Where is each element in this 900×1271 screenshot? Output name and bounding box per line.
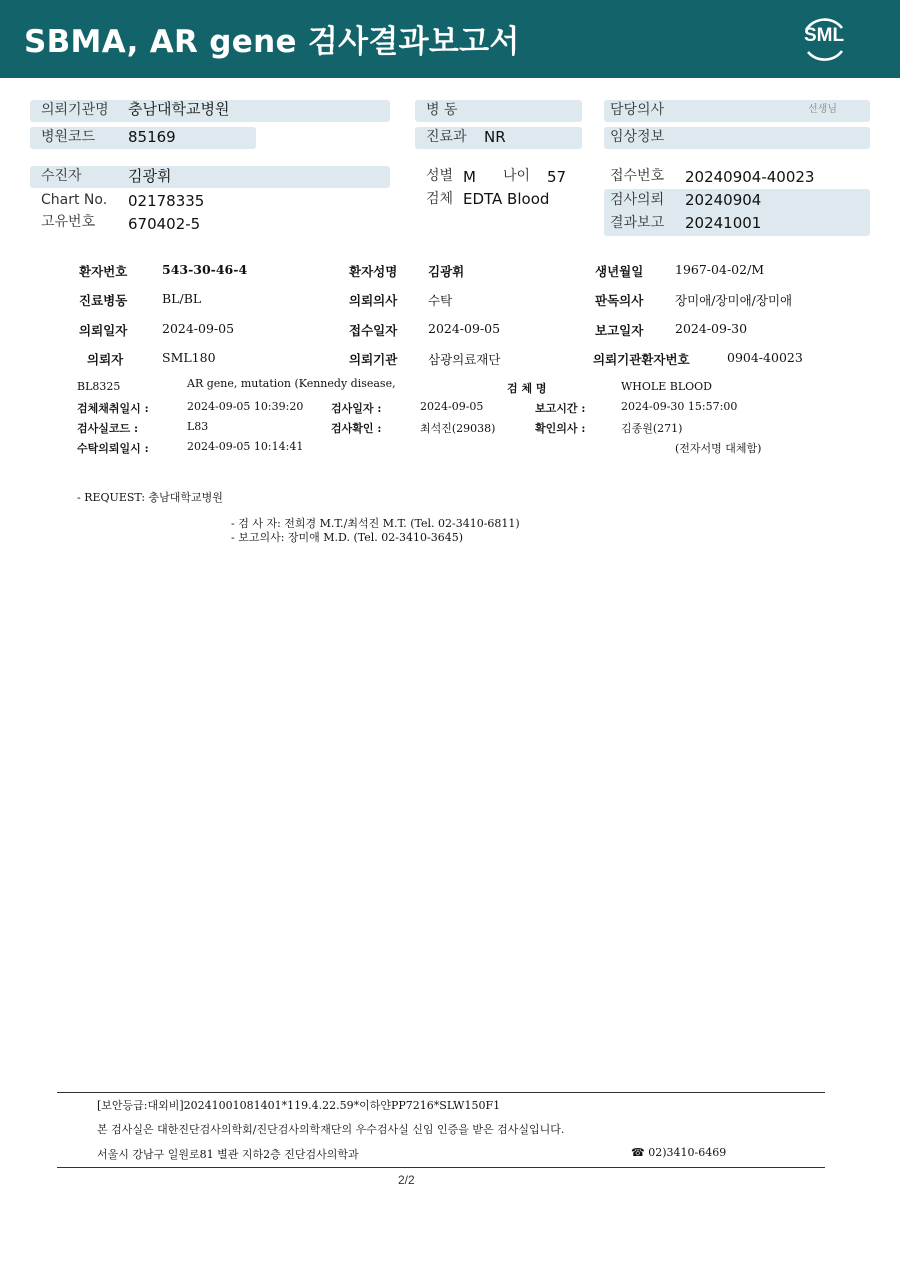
chart-no-value: 02178335 <box>128 192 205 210</box>
org-patient-no-label: 의뢰기관환자번호 <box>593 352 690 367</box>
address-line: 서울시 강남구 일원로81 별관 지하2층 진단검사의학과 <box>97 1148 359 1161</box>
hospital-code-value: 85169 <box>128 128 176 146</box>
certification-line: 본 검사실은 대한진단검사의학회/진단검사의학재단의 우수검사실 신임 인증을 받은 검사실입니다. <box>97 1123 565 1136</box>
age-value: 57 <box>547 168 567 186</box>
specimen-name-value: WHOLE BLOOD <box>621 380 712 393</box>
test-request-value: 20240904 <box>685 191 762 209</box>
collection-label: 검체채취일시 : <box>77 402 149 415</box>
confirm-label: 검사확인 : <box>331 422 382 435</box>
lab-code-label: 검사실코드 : <box>77 422 139 435</box>
birth-label: 생년월일 <box>595 264 644 279</box>
receipt-no-label: 접수번호 <box>610 168 665 184</box>
patient-label: 수진자 <box>41 168 82 184</box>
test-request-label: 검사의뢰 <box>610 192 665 208</box>
clinical-info-label: 임상정보 <box>610 129 665 145</box>
logo-text: SML <box>803 25 845 46</box>
reporter-line: - 보고의사: 장미애 M.D. (Tel. 02-3410-3645) <box>231 531 463 544</box>
req-doctor-value: 수탁 <box>428 293 453 308</box>
birth-value: 1967-04-02/M <box>675 262 765 277</box>
ward-code-label: 진료병동 <box>79 293 128 308</box>
doctor-label: 담당의사 <box>610 102 665 118</box>
footer-top-rule <box>57 1092 825 1093</box>
requester-label: 의뢰자 <box>87 352 124 367</box>
test-date-value: 2024-09-05 <box>420 400 484 413</box>
department-label: 진료과 <box>426 129 467 145</box>
patient-no-label: 환자번호 <box>79 264 128 279</box>
unique-no-value: 670402-5 <box>128 215 201 233</box>
specimen-value: EDTA Blood <box>463 190 550 208</box>
req-org-value: 삼광의료재단 <box>428 352 501 367</box>
receipt-no-value: 20240904-40023 <box>685 168 815 186</box>
test-code: BL8325 <box>77 380 121 393</box>
chart-no-label: Chart No. <box>41 192 108 208</box>
specimen-label: 검체 <box>426 191 454 207</box>
report-date-value: 2024-09-30 <box>675 321 748 336</box>
confirm-doctor-label: 확인의사 : <box>535 422 586 435</box>
confirm-doctor-value: 김종원(271) <box>621 422 683 435</box>
req-date-value: 2024-09-05 <box>162 321 235 336</box>
req-doctor-label: 의뢰의사 <box>349 293 398 308</box>
department-value: NR <box>484 128 506 146</box>
patient-name-value: 김광휘 <box>428 264 465 279</box>
report-time-value: 2024-09-30 15:57:00 <box>621 400 738 413</box>
sex-value: M <box>463 168 476 186</box>
phone-line: ☎ 02)3410-6469 <box>631 1146 727 1159</box>
requesting-org-label: 의뢰기관명 <box>41 102 109 118</box>
footer-bottom-rule <box>57 1167 825 1168</box>
specimen-name-label: 검 체 명 <box>507 382 547 395</box>
report-header <box>0 0 900 78</box>
security-line: [보안등급:대외비]20241001081401*119.4.22.59*이하얀PP7216*SLW150F1 <box>97 1099 501 1112</box>
lab-code-value: L83 <box>187 420 209 433</box>
test-name: AR gene, mutation (Kennedy disease, <box>187 377 396 390</box>
age-label: 나이 <box>503 168 531 184</box>
req-org-label: 의뢰기관 <box>349 352 398 367</box>
org-patient-no-value: 0904-40023 <box>727 350 803 365</box>
patient-name-label: 환자성명 <box>349 264 398 279</box>
consign-label: 수탁의뢰일시 : <box>77 442 149 455</box>
sex-label: 성별 <box>426 168 454 184</box>
collection-value: 2024-09-05 10:39:20 <box>187 400 304 413</box>
report-date-label: 보고일자 <box>595 323 644 338</box>
ward-code-value: BL/BL <box>162 291 202 306</box>
requester-value: SML180 <box>162 350 216 365</box>
requesting-org-value: 충남대학교병원 <box>128 100 230 118</box>
hospital-code-label: 병원코드 <box>41 129 96 145</box>
esign-note: (전자서명 대체함) <box>675 442 762 455</box>
reading-doctor-label: 판독의사 <box>595 293 644 308</box>
recv-date-value: 2024-09-05 <box>428 321 501 336</box>
page-number: 2/2 <box>398 1173 415 1187</box>
consign-value: 2024-09-05 10:14:41 <box>187 440 304 453</box>
doctor-suffix: 선생님 <box>808 104 837 115</box>
recv-date-label: 접수일자 <box>349 323 398 338</box>
reading-doctor-value: 장미애/장미애/장미애 <box>675 293 793 308</box>
report-title: SBMA, AR gene 검사결과보고서 <box>24 24 520 60</box>
patient-no-value: 543-30-46-4 <box>162 262 248 277</box>
ward-label: 병 동 <box>426 102 458 118</box>
result-report-value: 20241001 <box>685 214 762 232</box>
confirm-value: 최석진(29038) <box>420 422 496 435</box>
unique-no-label: 고유번호 <box>41 214 96 230</box>
report-time-label: 보고시간 : <box>535 402 586 415</box>
request-line: - REQUEST: 충남대학교병원 <box>77 491 223 504</box>
test-date-label: 검사일자 : <box>331 402 382 415</box>
result-report-label: 결과보고 <box>610 215 665 231</box>
req-date-label: 의뢰일자 <box>79 323 128 338</box>
patient-row <box>30 166 390 188</box>
tester-line: - 검 사 자: 전희경 M.T./최석진 M.T. (Tel. 02-3410-6811) <box>231 517 520 530</box>
sml-logo <box>796 12 852 66</box>
patient-value: 김광휘 <box>128 167 172 185</box>
